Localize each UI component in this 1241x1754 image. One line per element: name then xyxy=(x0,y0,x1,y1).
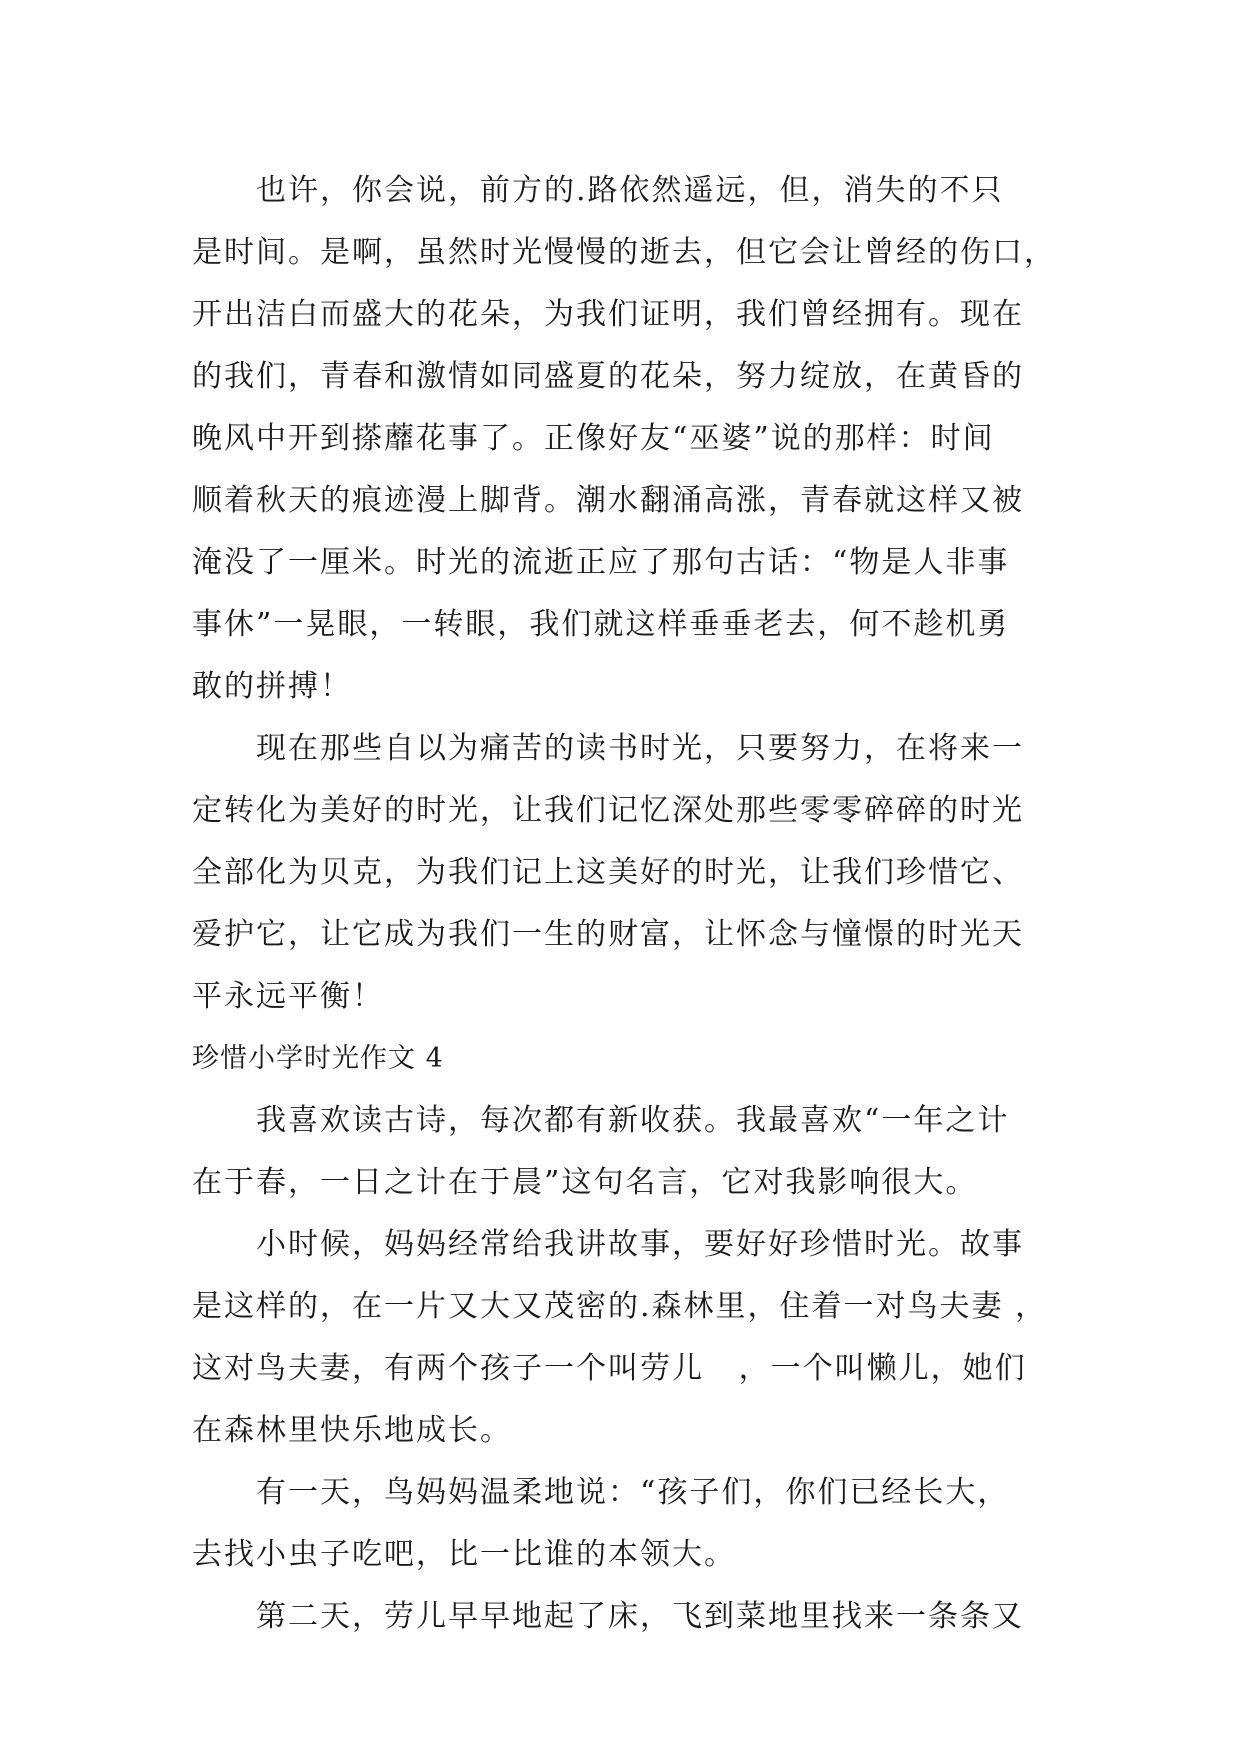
text-line: 现在那些自以为痛苦的读书时光，只要努力，在将来一 xyxy=(256,731,1024,766)
text-line: 第二天，劳儿早早地起了床，飞到菜地里找来一条条又 xyxy=(256,1599,1024,1634)
text-line: 是这样的，在一片又大又茂密的.森林里，住着一对鸟夫妻 ， xyxy=(192,1289,1048,1324)
text-line: 也许，你会说，前方的.路依然遥远，但，消失的不只 xyxy=(256,173,1004,208)
text-line: 去找小虫子吃吧，比一比谁的本领大。 xyxy=(192,1537,736,1572)
text-line: 在于春，一日之计在于晨”这句名言，它对我影响很大。 xyxy=(192,1165,978,1200)
section-heading: 珍惜小学时光作文 4 xyxy=(192,1043,444,1074)
paragraph xyxy=(192,1586,1052,1648)
text-line: 在森林里快乐地成长。 xyxy=(192,1413,512,1448)
text-line: 全部化为贝克，为我们记上这美好的时光，让我们珍惜它、 xyxy=(192,855,1024,890)
text-line: 是时间。是啊，虽然时光慢慢的逝去，但它会让曾经的伤口， xyxy=(192,235,1056,270)
text-line: 这对鸟夫妻，有两个孩子一个叫劳儿 ，一个叫懒儿，她们 xyxy=(192,1351,1027,1386)
text-line: 敢的拼搏！ xyxy=(192,669,352,704)
paragraph xyxy=(192,1462,1052,1586)
text-line: 开出洁白而盛大的花朵，为我们证明，我们曾经拥有。现在 xyxy=(192,297,1024,332)
text-line: 晚风中开到搽蘼花事了。正像好友“巫婆”说的那样：时间 xyxy=(192,421,995,456)
text-line: 顺着秋天的痕迹漫上脚背。潮水翻涌高涨，青春就这样又被 xyxy=(192,483,1024,518)
text-line: 我喜欢读古诗，每次都有新收获。我最喜欢“一年之计 xyxy=(256,1103,1010,1138)
text-line: 平永远平衡！ xyxy=(192,979,384,1014)
document-body xyxy=(192,160,1056,1648)
text-line: 事休”一晃眼，一转眼，我们就这样垂垂老去，何不趁机勇 xyxy=(192,607,1010,642)
paragraph xyxy=(192,1214,1052,1462)
text-line: 定转化为美好的时光，让我们记忆深处那些零零碎碎的时光 xyxy=(192,793,1024,828)
paragraph xyxy=(192,718,1052,1028)
paragraph xyxy=(192,160,1056,718)
text-line: 小时候，妈妈经常给我讲故事，要好好珍惜时光。故事 xyxy=(256,1227,1024,1262)
paragraph xyxy=(192,1090,1052,1214)
text-line: 淹没了一厘米。时光的流逝正应了那句古话：“物是人非事 xyxy=(192,545,1010,580)
text-line: 有一天，鸟妈妈温柔地说：“孩子们，你们已经长大， xyxy=(256,1475,1010,1510)
text-line: 的我们，青春和激情如同盛夏的花朵，努力绽放，在黄昏的 xyxy=(192,359,1024,394)
text-line: 爱护它，让它成为我们一生的财富，让怀念与憧憬的时光天 xyxy=(192,917,1024,952)
